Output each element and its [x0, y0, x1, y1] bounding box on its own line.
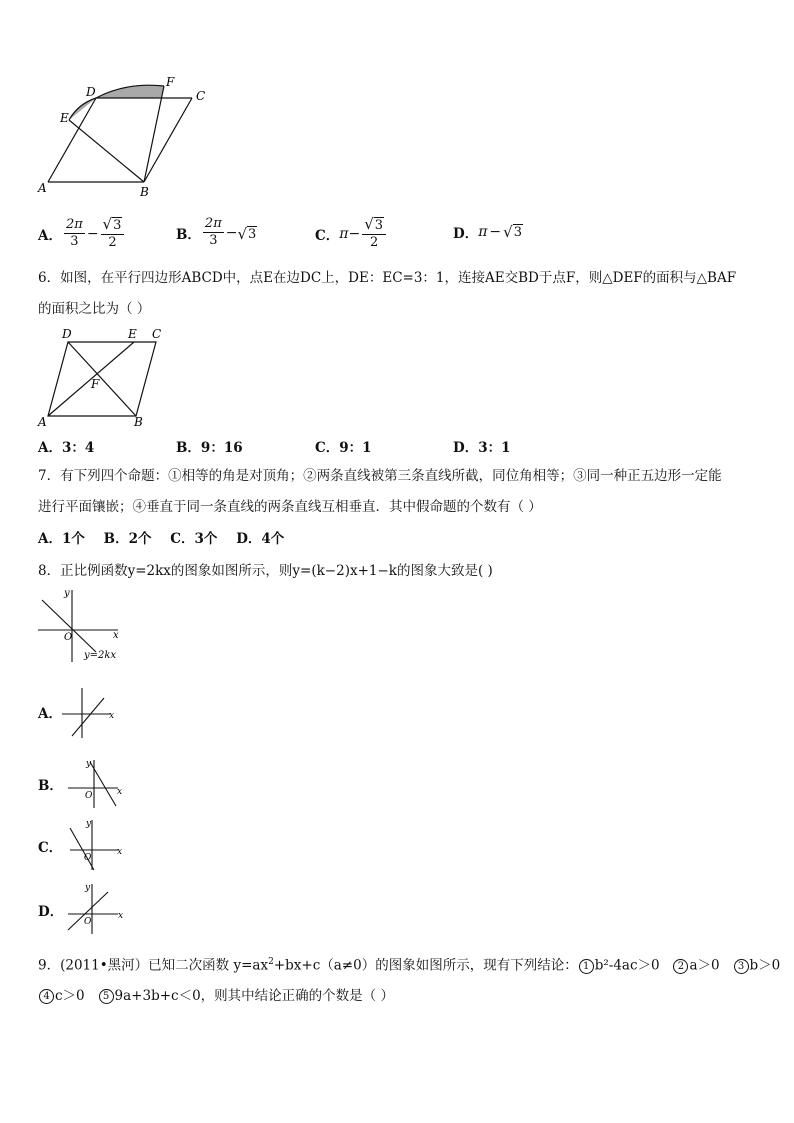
- label-a: A: [38, 415, 47, 429]
- q8-option-d-graph[interactable]: [64, 880, 128, 936]
- label-b: B: [134, 415, 143, 429]
- edge-ad: [48, 98, 96, 182]
- label-o: O: [84, 853, 92, 863]
- q8-stem: 8．正比例函数y=2kx的图象如图所示，则y=(k−2)x+1−k的图象大致是( ): [38, 563, 493, 579]
- label-line: y=2kx: [84, 650, 117, 661]
- q5-option-c[interactable]: C． π − √ 3 2: [315, 216, 388, 251]
- q5-option-a[interactable]: A． $\frac{2\pi}{3}$ − √ 3 2: [38, 216, 126, 251]
- label-d: D: [62, 327, 72, 341]
- q6-stem-line2: 的面积之比为（ ）: [38, 301, 151, 317]
- q6-option-b[interactable]: B．9：16: [176, 440, 243, 456]
- label-f: F: [166, 75, 175, 89]
- graph-line: [70, 828, 94, 870]
- label-o: O: [64, 632, 73, 643]
- label-x: x: [109, 711, 115, 721]
- q8-option-b-label[interactable]: B．: [38, 778, 63, 794]
- label-x: x: [117, 847, 123, 857]
- label-b: B: [140, 185, 149, 199]
- q6-option-d[interactable]: D．3：1: [453, 440, 511, 456]
- q8-option-b-graph[interactable]: [66, 756, 126, 812]
- q8-given-graph: [36, 586, 132, 666]
- label-y: y: [64, 588, 70, 599]
- label-y: y: [85, 883, 91, 893]
- label-e: E: [60, 111, 69, 125]
- q8-option-c-label[interactable]: C．: [38, 840, 63, 856]
- q5-figure: [36, 74, 216, 202]
- q6-stem-line1: 6．如图，在平行四边形ABCD中，点E在边DC上，DE：EC=3：1，连接AE交BD于点F，则△DEF的面积与△BAF: [38, 270, 737, 286]
- q7-options[interactable]: A．1个 B．2个 C．3个 D．4个: [38, 531, 285, 547]
- label-x: x: [113, 630, 119, 641]
- line-y-2kx: [42, 600, 96, 652]
- label-y: y: [86, 819, 92, 829]
- label-f: F: [91, 377, 100, 391]
- label-a: A: [38, 181, 47, 195]
- label-x: x: [118, 911, 124, 921]
- label-c: C: [196, 89, 206, 103]
- q5-option-d[interactable]: D． π − √ 3: [453, 223, 522, 242]
- q8-option-a-label[interactable]: A．: [38, 706, 62, 722]
- label-o: O: [84, 917, 92, 927]
- graph-line: [72, 698, 104, 736]
- q8-option-c-graph[interactable]: [64, 816, 128, 874]
- q9-stem-line2: 4 c＞0 5 9a+3b+c＜0，则其中结论正确的个数是（ ）: [38, 986, 394, 1006]
- segment-bf: [144, 86, 164, 182]
- edge-bc: [144, 98, 192, 182]
- q6-option-c[interactable]: C．9：1: [315, 440, 372, 456]
- label-c: C: [152, 327, 162, 341]
- q9-stem-line1: 9．(2011•黑河）已知二次函数 $y=ax^2+bx+c(a\ne 0)$的图象如图所示，现有下列结论： 1 b²-4ac＞0 2 a＞0 3 b＞0: [38, 957, 781, 974]
- label-o: O: [85, 791, 93, 801]
- q5-option-b[interactable]: B． $\frac{2\pi}{3}$ − √ 3: [176, 216, 257, 248]
- label-x: x: [117, 787, 123, 797]
- q7-stem-line1: 7．有下列四个命题：①相等的角是对顶角；②两条直线被第三条直线所截，同位角相等；③同一种正五边形一定能: [38, 468, 722, 484]
- q7-stem-line2: 进行平面镶嵌；④垂直于同一条直线的两条直线互相垂直．其中假命题的个数有（ ）: [38, 499, 542, 515]
- q6-figure: [36, 324, 172, 430]
- label-d: D: [86, 85, 96, 99]
- q8-option-d-label[interactable]: D．: [38, 904, 64, 920]
- label-e: E: [128, 327, 137, 341]
- diagonal-bd: [68, 342, 136, 416]
- label-y: y: [86, 759, 92, 769]
- q6-option-a[interactable]: A．3：4: [38, 440, 95, 456]
- shaded-segment-left: [69, 98, 96, 120]
- segment-eb: [69, 120, 144, 182]
- q8-option-a-graph[interactable]: [60, 684, 120, 742]
